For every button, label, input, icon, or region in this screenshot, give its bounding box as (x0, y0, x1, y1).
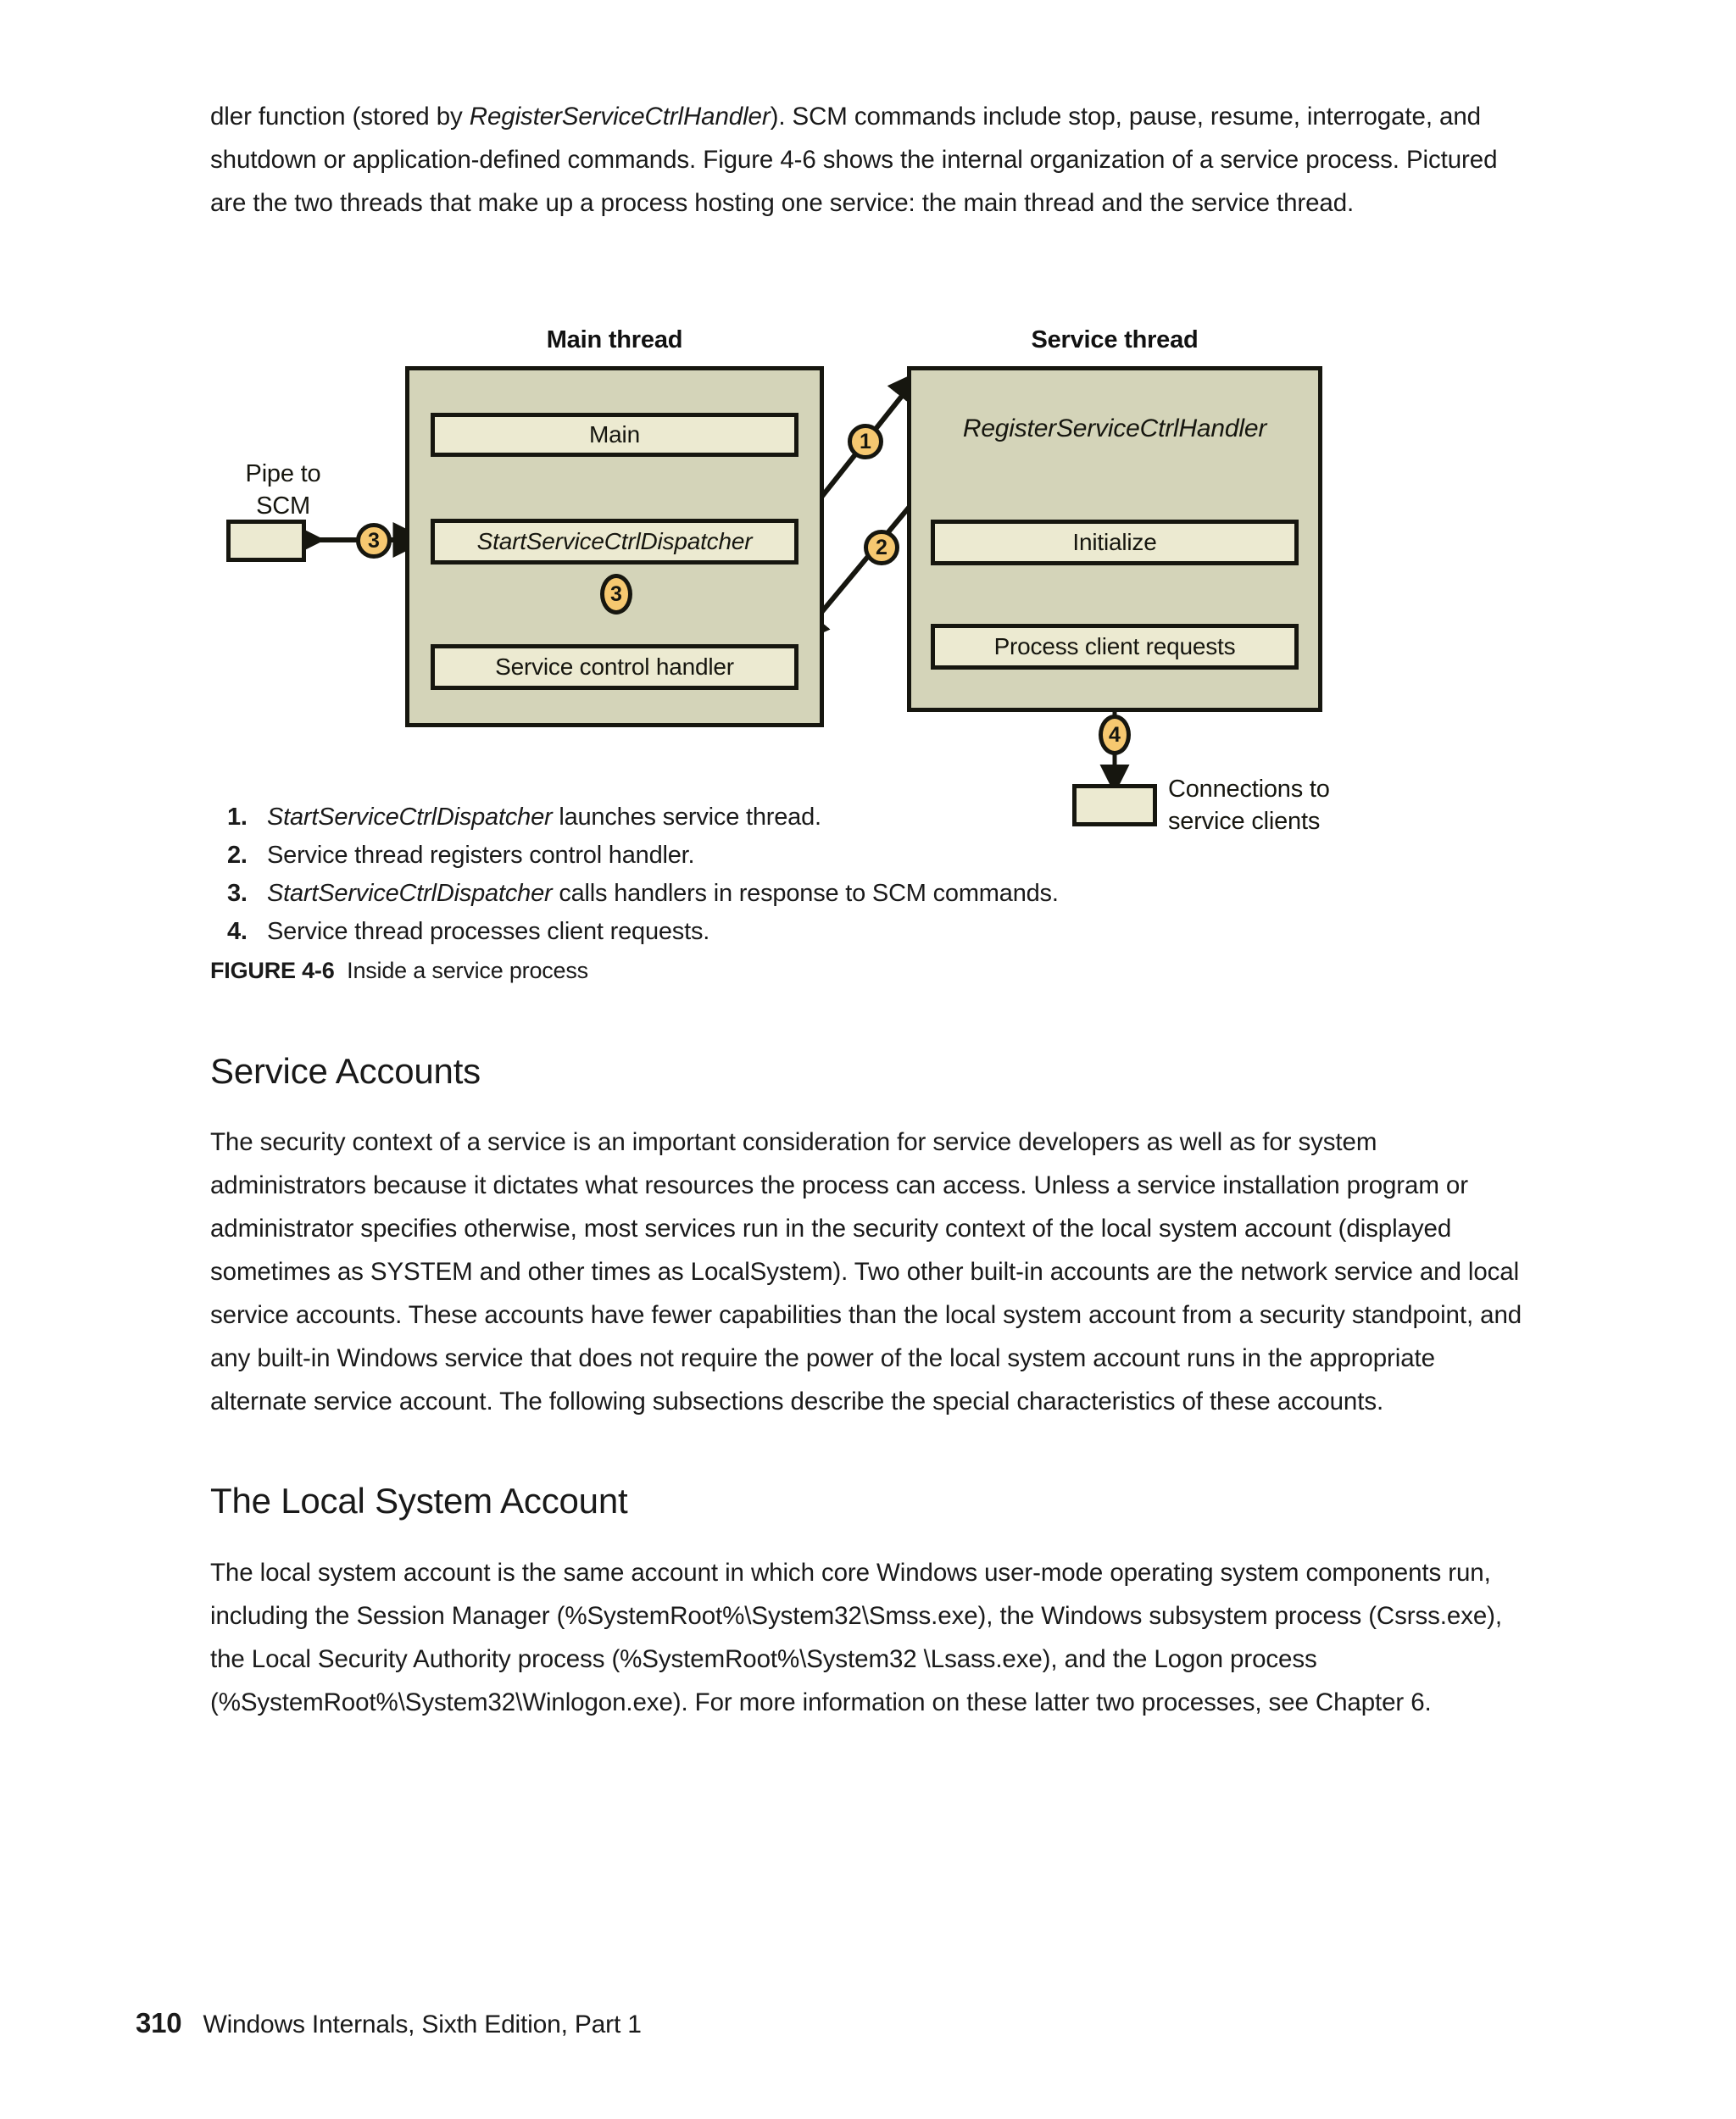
box-initialize: Initialize (931, 520, 1299, 565)
step-run-text: Service thread registers control handler. (267, 842, 695, 869)
badge-4: 4 (1099, 715, 1131, 755)
figure-caption (210, 958, 588, 984)
step-run-italic: StartServiceCtrlDispatcher (267, 804, 553, 831)
box-service-control-handler: Service control handler (431, 644, 798, 690)
footer-page-number: 310 (136, 2007, 182, 2038)
box-main: Main (431, 413, 798, 457)
page-title-service-accounts: Service Accounts (210, 1051, 481, 1091)
list-item (227, 875, 1329, 913)
badge-2: 2 (864, 530, 899, 565)
label-register-service-ctrl-handler: RegisterServiceCtrlHandler (962, 414, 1267, 442)
step-number: 1. (227, 804, 248, 831)
section-local-system-account-body (210, 1551, 1536, 1724)
box-process-client-requests: Process client requests (931, 624, 1299, 670)
pipe-to-scm-box (226, 520, 306, 562)
badge-1: 1 (848, 424, 883, 459)
list-item (227, 913, 1329, 951)
pipe-to-scm-label-line2: SCM (256, 492, 310, 520)
box-start-service-ctrl-dispatcher-label: StartServiceCtrlDispatcher (476, 528, 753, 554)
step-run-italic: StartServiceCtrlDispatcher (267, 880, 553, 907)
step-run-text: Service thread processes client requests. (267, 918, 710, 945)
step-number: 2. (227, 842, 248, 869)
figure-caption-number: FIGURE 4-6 (210, 958, 335, 983)
intro-run-2: ). SCM commands include stop, pause, resume, interrogate, and shutdown or application-defined commands. Figure 4-6 shows the internal organization of a service process. Pictured are the two threads that make up a process hosting one service: the main thread and the service thread. (210, 103, 1498, 217)
page-footer (136, 2007, 642, 2039)
badge-3-pipe: 3 (356, 523, 392, 559)
figure-steps-list (227, 798, 1329, 951)
section-service-accounts (210, 1049, 1536, 1093)
list-item (227, 798, 1329, 837)
intro-run-1: RegisterServiceCtrlHandler (469, 103, 771, 131)
figure-caption-text: Inside a service process (347, 958, 588, 983)
box-start-service-ctrl-dispatcher (431, 519, 798, 565)
page-title-local-system-account: The Local System Account (210, 1481, 628, 1521)
pipe-to-scm-label-line1: Pipe to (245, 460, 321, 487)
connections-label-line2: service clients (1168, 808, 1321, 835)
list-item (227, 837, 1329, 875)
step-number: 3. (227, 880, 248, 907)
intro-run-0: dler function (stored by (210, 103, 470, 131)
connections-label-line1: Connections to (1168, 776, 1330, 803)
section-local-system-account (210, 1479, 1536, 1523)
footer-book-title: Windows Internals, Sixth Edition, Part 1 (203, 2011, 642, 2038)
step-run-text: calls handlers in response to SCM commands. (552, 880, 1059, 907)
paragraph: The local system account is the same account in which core Windows user-mode operating system components run, including the Session Manager (%SystemRoot%\System32\Smss.exe), the Windows subsystem process (Csrss.exe), the Local Security Authority process (%SystemRoot%\System32 \Lsass.exe), and the Logon process (%SystemRoot%\System32\Winlogon.exe). For more information on these latter two processes, see Chapter 6. (210, 1559, 1502, 1716)
paragraph: The security context of a service is an important consideration for service developers as well as for system administrators because it dictates what resources the process can access. Unless a service installation program or administrator specifies otherwise, most services run in the security context of the local system account (displayed sometimes as SYSTEM and other times as LocalSystem). Two other built-in accounts are the network service and local service accounts. These accounts have fewer capabilities than the local system account from a security standpoint, and any built-in Windows service that does not require the power of the local system account runs in the appropriate alternate service account. The following subsections describe the special characteristics of these accounts. (210, 1128, 1522, 1415)
section-service-accounts-body (210, 1121, 1536, 1423)
step-number: 4. (227, 918, 248, 945)
badge-3-dispatch: 3 (600, 574, 632, 615)
main-thread-label: Main thread (546, 326, 683, 353)
step-run-text: launches service thread. (552, 804, 821, 831)
service-thread-label: Service thread (1031, 326, 1199, 353)
